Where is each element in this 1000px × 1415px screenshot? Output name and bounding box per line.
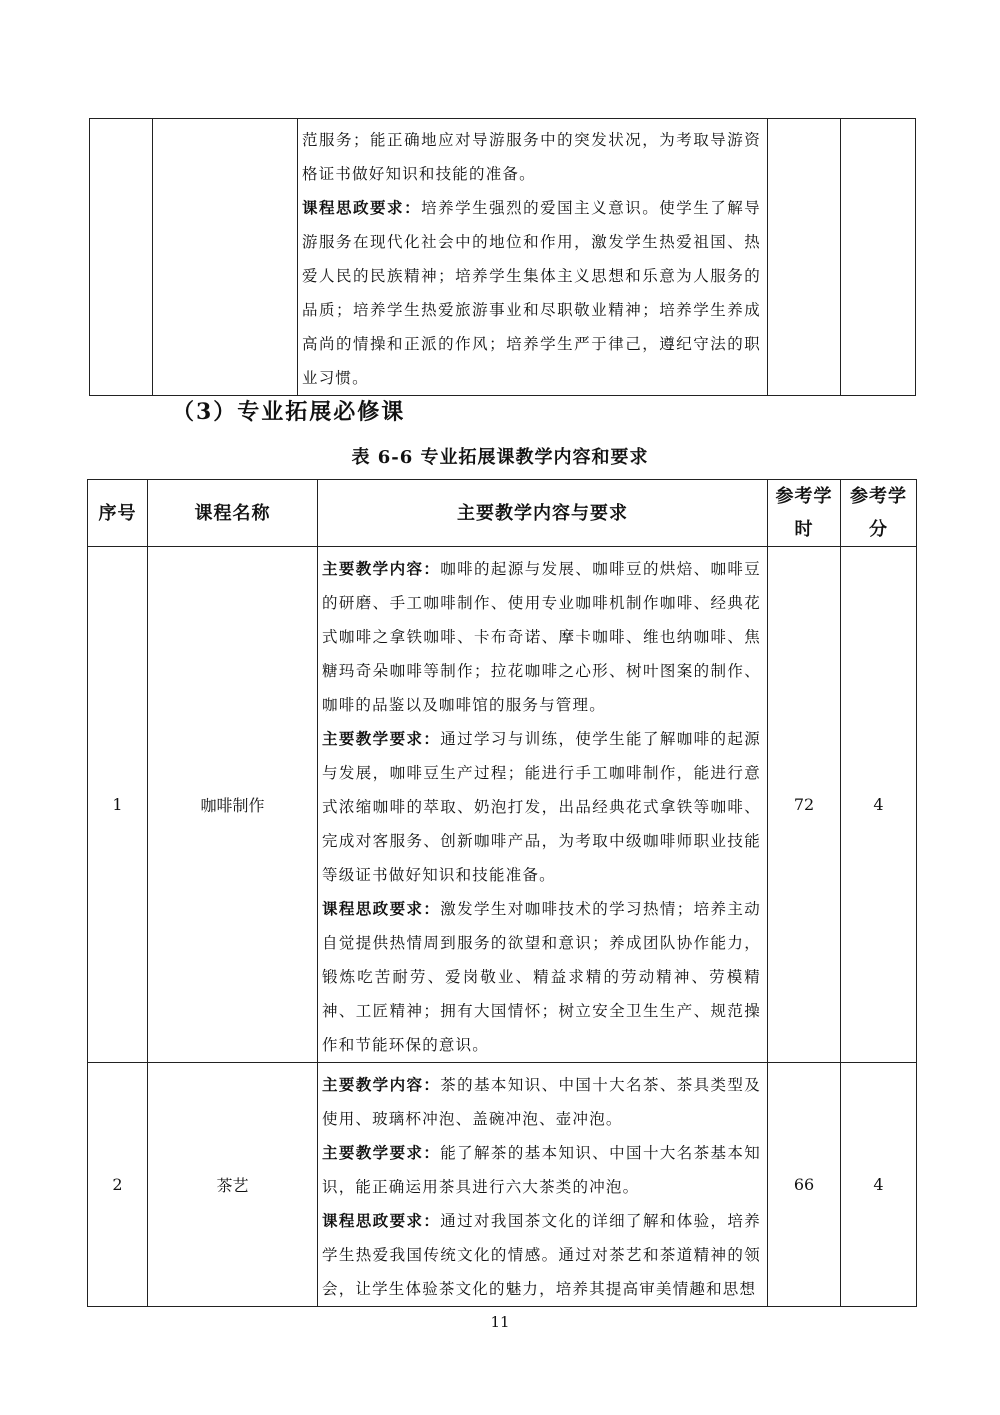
- row-hours: 72: [768, 547, 841, 1063]
- header-name: 课程名称: [148, 480, 318, 547]
- table-header-row: [88, 480, 917, 547]
- continued-credits-cell: [841, 119, 916, 396]
- header-hours: 参考学时: [768, 480, 841, 547]
- content-paragraph: 主要教学内容：茶的基本知识、中国十大名茶、茶具类型及使用、玻璃杯冲泡、盖碗冲泡、壶冲泡。: [322, 1075, 761, 1128]
- continued-table: [89, 118, 916, 396]
- continued-name-cell: [153, 119, 298, 396]
- page-number: 11: [490, 1313, 510, 1331]
- continued-index-cell: [90, 119, 153, 396]
- row-hours: 66: [768, 1063, 841, 1307]
- content-paragraph: 主要教学要求：通过学习与训练，使学生能了解咖啡的起源与发展，咖啡豆生产过程；能进行手工咖啡制作，能进行意式浓缩咖啡的萃取、奶泡打发，出品经典花式拿铁等咖啡、完成对客服务、创新咖啡产品，为考取中级咖啡师职业技能等级证书做好知识和技能准备。: [322, 729, 761, 884]
- section-heading: （3）专业拓展必修课: [172, 399, 406, 425]
- continued-paragraph: 范服务；能正确地应对导游服务中的突发状况，为考取导游资格证书做好知识和技能的准备。: [302, 131, 761, 183]
- table-row: [88, 1063, 917, 1307]
- continued-hours-cell: [768, 119, 841, 396]
- content-paragraph: 课程思政要求：激发学生对咖啡技术的学习热情；培养主动自觉提供热情周到服务的欲望和意识；养成团队协作能力，锻炼吃苦耐劳、爱岗敬业、精益求精的劳动精神、劳模精神、工匠精神；拥有大国情怀；树立安全卫生生产、规范操作和节能环保的意识。: [322, 899, 761, 1054]
- table-caption: 表 6-6 专业拓展课教学内容和要求: [351, 447, 649, 468]
- content-paragraph: 主要教学要求：能了解茶的基本知识、中国十大名茶基本知识，能正确运用茶具进行六大茶类的冲泡。: [322, 1143, 761, 1196]
- row-content: [318, 547, 768, 1063]
- continued-paragraph: 课程思政要求：培养学生强烈的爱国主义意识。使学生了解导游服务在现代化社会中的地位和作用，激发学生热爱祖国、热爱人民的民族精神；培养学生集体主义思想和乐意为人服务的品质；培养学生热爱旅游事业和尽职敬业精神；培养学生养成高尚的情操和正派的作风；培养学生严于律己，遵纪守法的职业习惯。: [302, 198, 761, 387]
- course-table: [87, 479, 917, 1307]
- header-index: 序号: [88, 480, 148, 547]
- row-credits: 4: [841, 547, 917, 1063]
- row-content: [318, 1063, 768, 1307]
- header-content: 主要教学内容与要求: [318, 480, 768, 547]
- continued-row: [90, 119, 916, 396]
- row-course-name: 咖啡制作: [148, 547, 318, 1063]
- content-paragraph: 主要教学内容：咖啡的起源与发展、咖啡豆的烘焙、咖啡豆的研磨、手工咖啡制作、使用专业咖啡机制作咖啡、经典花式咖啡之拿铁咖啡、卡布奇诺、摩卡咖啡、维也纳咖啡、焦糖玛奇朵咖啡等制作；拉花咖啡之心形、树叶图案的制作、咖啡的品鉴以及咖啡馆的服务与管理。: [322, 559, 761, 714]
- row-index: 1: [88, 547, 148, 1063]
- continued-content-cell: [298, 119, 768, 396]
- content-paragraph: 课程思政要求：通过对我国茶文化的详细了解和体验，培养学生热爱我国传统文化的情感。通过对茶艺和茶道精神的领会，让学生体验茶文化的魅力，培养其提高审美情趣和思想: [322, 1211, 761, 1298]
- row-credits: 4: [841, 1063, 917, 1307]
- row-index: 2: [88, 1063, 148, 1307]
- table-row: [88, 547, 917, 1063]
- row-course-name: 茶艺: [148, 1063, 318, 1307]
- header-credits: 参考学分: [841, 480, 917, 547]
